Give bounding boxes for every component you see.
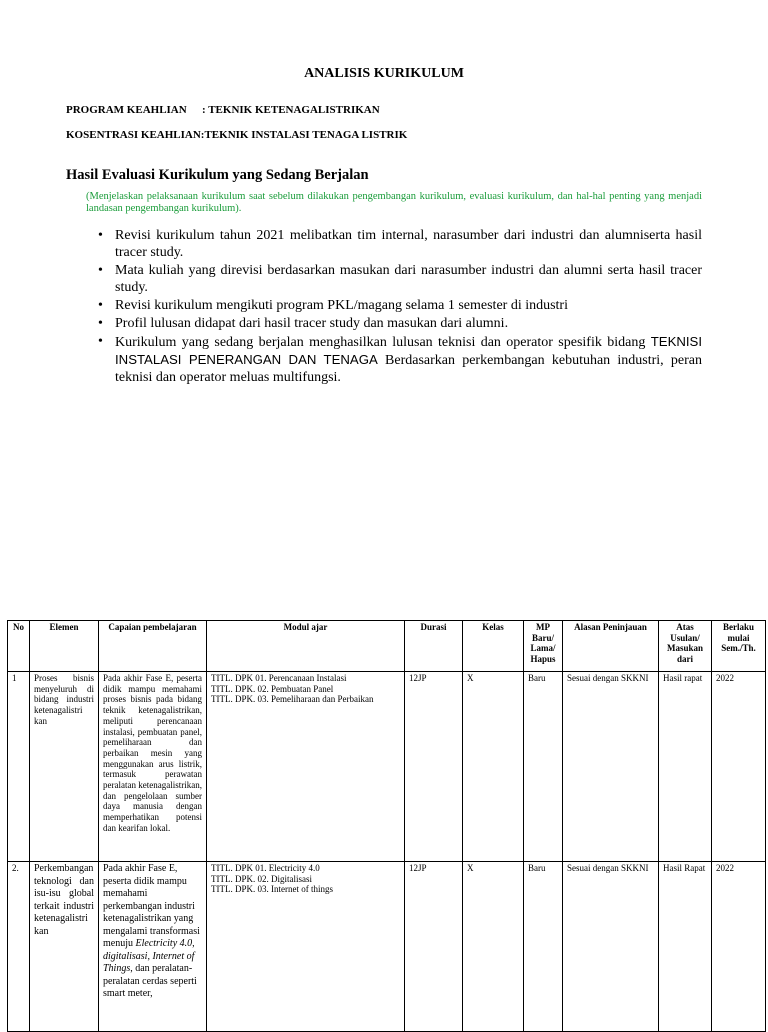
header-elemen: Elemen (30, 621, 99, 672)
cell-alasan: Sesuai dengan SKKNI (563, 862, 659, 1032)
konsentrasi-keahlian-label: KOSENTRASI KEAHLIAN (66, 129, 201, 141)
program-keahlian-line (66, 104, 380, 116)
bullet-item: • Revisi kurikulum tahun 2021 melibatkan tim internal, narasumber dari industri dan alumniserta hasil tracer study. (98, 227, 702, 261)
bullet-item: • Revisi kurikulum mengikuti program PKL/magang selama 1 semester di industri (98, 297, 702, 314)
header-alasan: Alasan Peninjauan (563, 621, 659, 672)
cell-capaian: Pada akhir Fase E, peserta didik mampu memahami proses bisnis pada bidang teknik ketenagalistrikan, meliputi perencanaan instalasi, pembuatan panel, pemeliharaan dan perbaikan mesin yang menggunakan arus listrik, termasuk perawatan peralatan ketenagalistrikan, dan pengelolaan sumber daya manusia dengan memperhatikan potensi dan kearifan lokal. (99, 672, 207, 862)
modul-item: TITL. DPK 01. Perencanaan Instalasi (211, 673, 347, 683)
modul-item: TITL. DPK. 02. Pembuatan Panel (211, 683, 334, 694)
section-note: (Menjelaskan pelaksanaan kurikulum saat sebelum dilakukan pengembangan kurikulum, evaluasi kurikulum, dan hal-hal penting yang menjadi landasan pengembangan kurikulum). (86, 191, 702, 214)
cell-atas-usulan: Hasil Rapat (659, 862, 712, 1032)
cell-no: 1 (8, 672, 30, 862)
curriculum-table (7, 620, 766, 1032)
header-kelas: Kelas (463, 621, 524, 672)
konsentrasi-keahlian-value: :TEKNIK INSTALASI TENAGA LISTRIK (200, 129, 408, 141)
konsentrasi-keahlian-line (66, 129, 407, 141)
cell-atas-usulan: Hasil rapat (659, 672, 712, 862)
bullet-item: • Mata kuliah yang direvisi berdasarkan masukan dari narasumber industri dan alumni serta hasil tracer study. (98, 262, 702, 296)
bullet-text: Berdasarkan perkembangan kebutuhan industri, peran teknisi dan operator meluas multifungsi. (115, 353, 702, 385)
cell-berlaku: 2022 (712, 862, 766, 1032)
document-title: ANALISIS KURIKULUM (304, 66, 464, 81)
table-row (8, 862, 766, 1032)
cell-capaian (99, 862, 207, 1032)
program-keahlian-label: PROGRAM KEAHLIAN (66, 104, 187, 116)
bullet-text: Kurikulum yang sedang berjalan menghasilkan lulusan teknisi dan operator spesifik bidang (115, 335, 646, 350)
cell-mp: Baru (524, 862, 563, 1032)
modul-item: TITL. DPK. 02. Digitalisasi (211, 873, 312, 884)
capaian-text-italic: Electricity 4.0, digitalisasi, Internet of Things (103, 938, 195, 974)
bullet-text-emphasis: TEKNISI INSTALASI PENERANGAN DAN TENAGA (115, 334, 703, 367)
cell-berlaku: 2022 (712, 672, 766, 862)
cell-modul (207, 672, 405, 862)
header-no: No (8, 621, 30, 672)
cell-durasi: 12JP (405, 672, 463, 862)
cell-modul (207, 862, 405, 1032)
capaian-text: , dan peralatan-peralatan cerdas seperti smart meter, (103, 963, 197, 999)
section-heading: Hasil Evaluasi Kurikulum yang Sedang Berjalan (66, 167, 369, 183)
cell-kelas: X (463, 862, 524, 1032)
cell-kelas: X (463, 672, 524, 862)
header-modul: Modul ajar (207, 621, 405, 672)
header-atas-usulan: Atas Usulan/ Masukan dari (659, 621, 712, 672)
table-row (8, 672, 766, 862)
header-durasi: Durasi (405, 621, 463, 672)
header-berlaku: Berlaku mulai Sem./Th. (712, 621, 766, 672)
evaluation-bullet-list (98, 227, 702, 387)
cell-elemen: Proses bisnis menyeluruh di bidang industri ketenagalistri kan (30, 672, 99, 862)
modul-item: TITL. DPK 01. Electricity 4.0 (211, 863, 320, 873)
table-header-row (8, 621, 766, 672)
cell-alasan: Sesuai dengan SKKNI (563, 672, 659, 862)
header-mp: MP Baru/ Lama/ Hapus (524, 621, 563, 672)
modul-item: TITL. DPK. 03. Pemeliharaan dan Perbaikan (211, 694, 374, 705)
modul-item: TITL. DPK. 03. Internet of things (211, 884, 333, 895)
program-keahlian-value: : TEKNIK KETENAGALISTRIKAN (202, 104, 380, 116)
cell-durasi: 12JP (405, 862, 463, 1032)
cell-elemen: Perkembangan teknologi dan isu-isu global terkait industri ketenagalistri kan (30, 862, 99, 1032)
header-capaian: Capaian pembelajaran (99, 621, 207, 672)
bullet-item (98, 333, 702, 386)
cell-mp: Baru (524, 672, 563, 862)
capaian-text: Pada akhir Fase E, peserta didik mampu memahami perkembangan industri ketenagalistrikan yang mengalami transformasi menuju (103, 863, 200, 949)
bullet-item: • Profil lulusan didapat dari hasil tracer study dan masukan dari alumni. (98, 315, 702, 332)
cell-no: 2. (8, 862, 30, 1032)
